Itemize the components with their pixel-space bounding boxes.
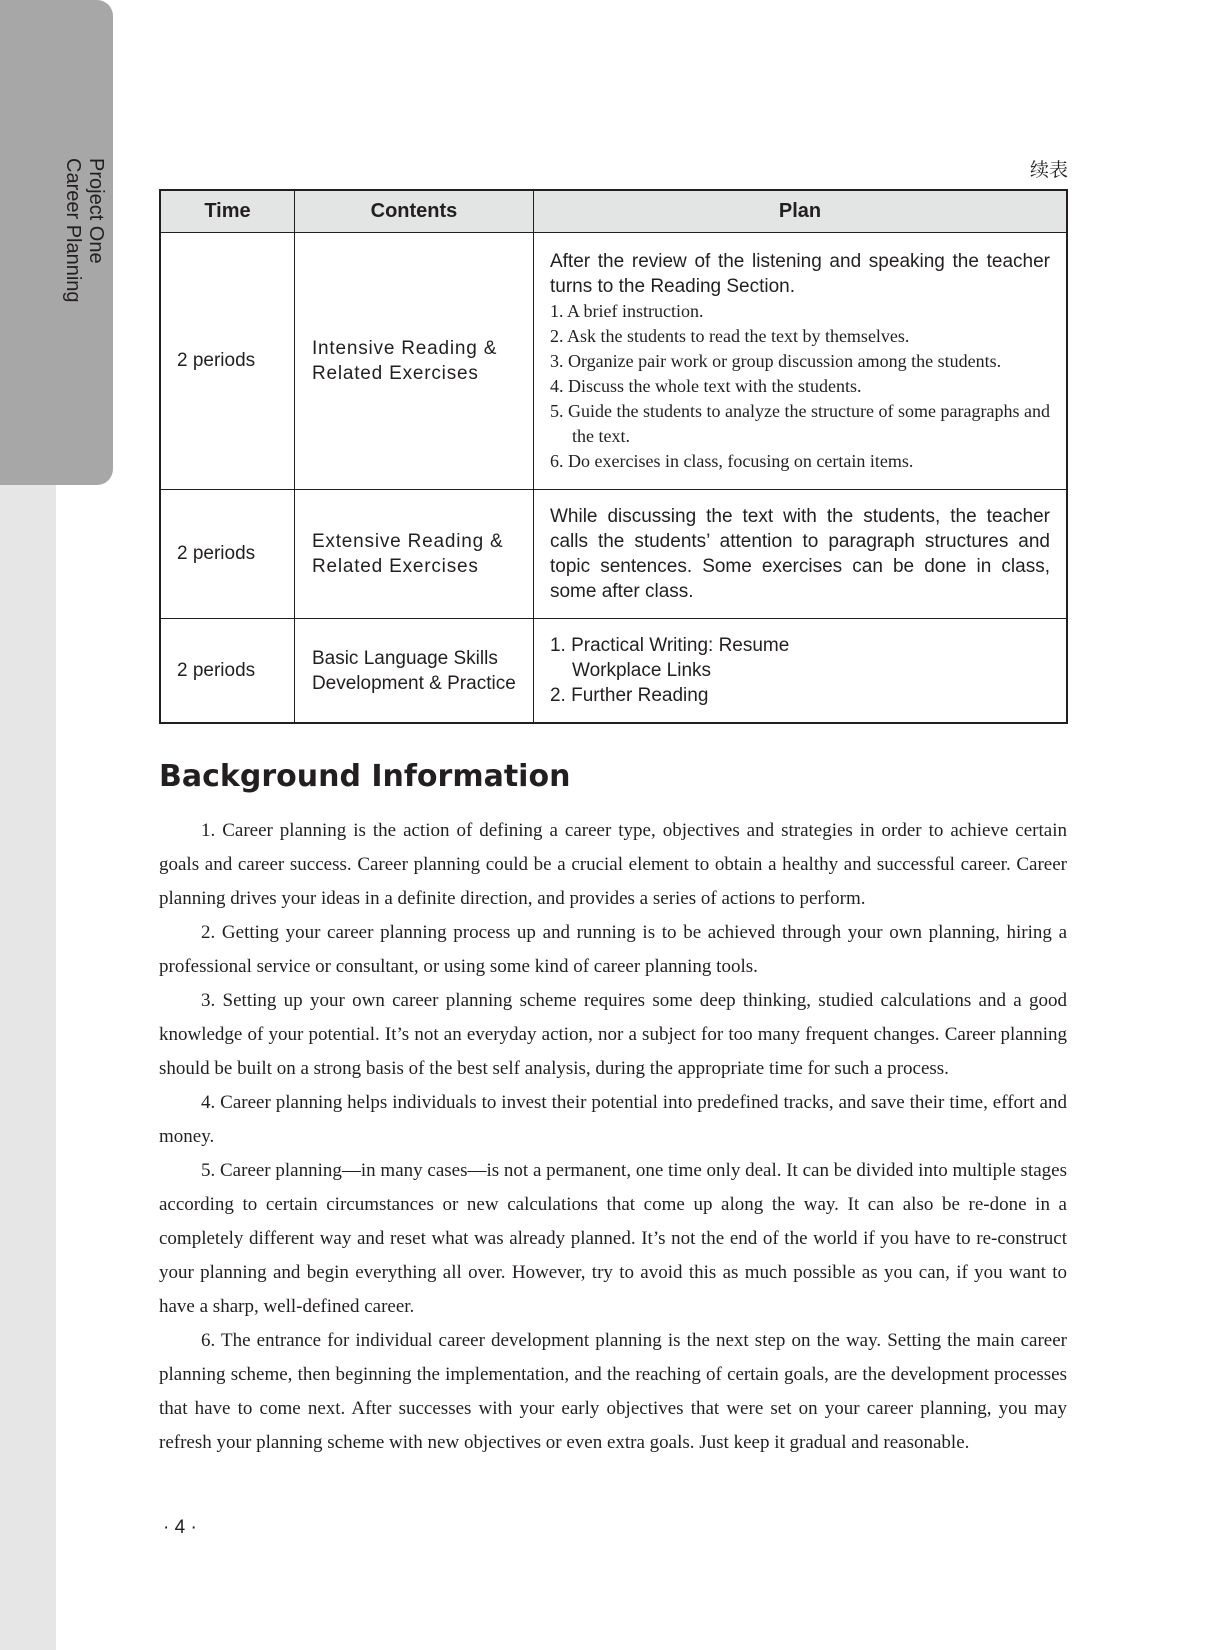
plan-item: 5. Guide the students to analyze the structure of some paragraphs and the text.: [549, 400, 1050, 446]
header-contents: Contents: [294, 190, 533, 233]
contents-text: Intensive Reading & Related Exercises: [311, 338, 498, 384]
chapter-title: Career Planning: [62, 158, 84, 303]
contents-cell: [294, 619, 533, 724]
table-header-row: [160, 190, 1067, 233]
table-row: [160, 490, 1067, 619]
project-label: Project One: [85, 158, 107, 264]
paragraph: 4. Career planning helps individuals to invest their potential into predefined tracks, and save their time, effort and money.: [159, 1092, 1067, 1147]
teaching-plan-table: [159, 189, 1068, 724]
paragraph: 3. Setting up your own career planning scheme requires some deep thinking, studied calculations and a good knowledge of your potential. It’s not an everyday action, nor a subject for too many frequent changes. Career planning should be built on a strong basis of the best self analysis, during the appropriate time for such a process.: [159, 990, 1067, 1079]
contents-text: Basic Language Skills Development & Practice: [311, 647, 516, 694]
section-title: Background Information: [159, 759, 571, 794]
paragraph: 1. Career planning is the action of defining a career type, objectives and strategies in order to achieve certain goals and career success. Career planning could be a crucial element to obtain a healthy and successful career. Career planning drives your ideas in a definite direction, and provides a series of actions to perform.: [159, 820, 1067, 909]
table-row: [160, 619, 1067, 724]
plan-cell: [533, 619, 1067, 724]
plan-item: 4. Discuss the whole text with the students.: [549, 375, 862, 396]
plan-cell: [533, 490, 1067, 619]
plan-item: 2. Ask the students to read the text by themselves.: [549, 325, 910, 346]
paragraph: 2. Getting your career planning process up and running is to be achieved through your own planning, hiring a professional service or consultant, or using some kind of career planning tools.: [159, 922, 1067, 977]
time-cell: 2 periods: [160, 490, 294, 619]
plan-cell: [533, 233, 1067, 490]
contents-cell: [294, 233, 533, 490]
header-plan: Plan: [533, 190, 1067, 233]
plan-item: 1. A brief instruction.: [549, 300, 704, 321]
table-row: [160, 233, 1067, 490]
plan-intro: After the review of the listening and speaking the teacher turns to the Reading Section.: [549, 250, 1050, 297]
contents-cell: [294, 490, 533, 619]
time-cell: 2 periods: [160, 233, 294, 490]
paragraph: 5. Career planning—in many cases—is not a permanent, one time only deal. It can be divided into multiple stages according to certain circumstances or new calculations that come up along the way. It can also be re-done in a completely different way and reset what was already planned. It’s not the end of the world if you have to re-construct your planning and begin everything all over. However, try to avoid this as much possible as you can, if you want to have a sharp, well-defined career.: [159, 1160, 1067, 1317]
plan-item: 3. Organize pair work or group discussion among the students.: [549, 350, 1002, 371]
contents-text: Extensive Reading & Related Exercises: [311, 531, 504, 577]
continued-table-label: 续表: [1029, 159, 1068, 181]
page-number: · 4 ·: [163, 1517, 197, 1538]
plan-item: 6. Do exercises in class, focusing on certain items.: [549, 450, 914, 471]
plan-line: 2. Further Reading: [549, 685, 709, 706]
plan-line: Workplace Links: [571, 660, 712, 681]
plan-line: 1. Practical Writing: Resume: [549, 635, 790, 656]
paragraph: 6. The entrance for individual career development planning is the next step on the way. Setting the main career planning scheme, then beginning the implementation, and the reaching of certain goals, are the development processes that have to come next. After successes with your early objectives that were set on your career planning, you may refresh your planning scheme with new objectives or even extra goals. Just keep it gradual and reasonable.: [159, 1330, 1067, 1453]
time-cell: 2 periods: [160, 619, 294, 724]
plan-intro: While discussing the text with the students, the teacher calls the students’ attention to paragraph structures and topic sentences. Some exercises can be done in class, some after class.: [549, 506, 1050, 602]
chapter-side-tab-text: [59, 158, 107, 368]
chapter-side-tab: [0, 0, 113, 485]
header-time: Time: [160, 190, 294, 233]
background-body: [159, 814, 1067, 1460]
